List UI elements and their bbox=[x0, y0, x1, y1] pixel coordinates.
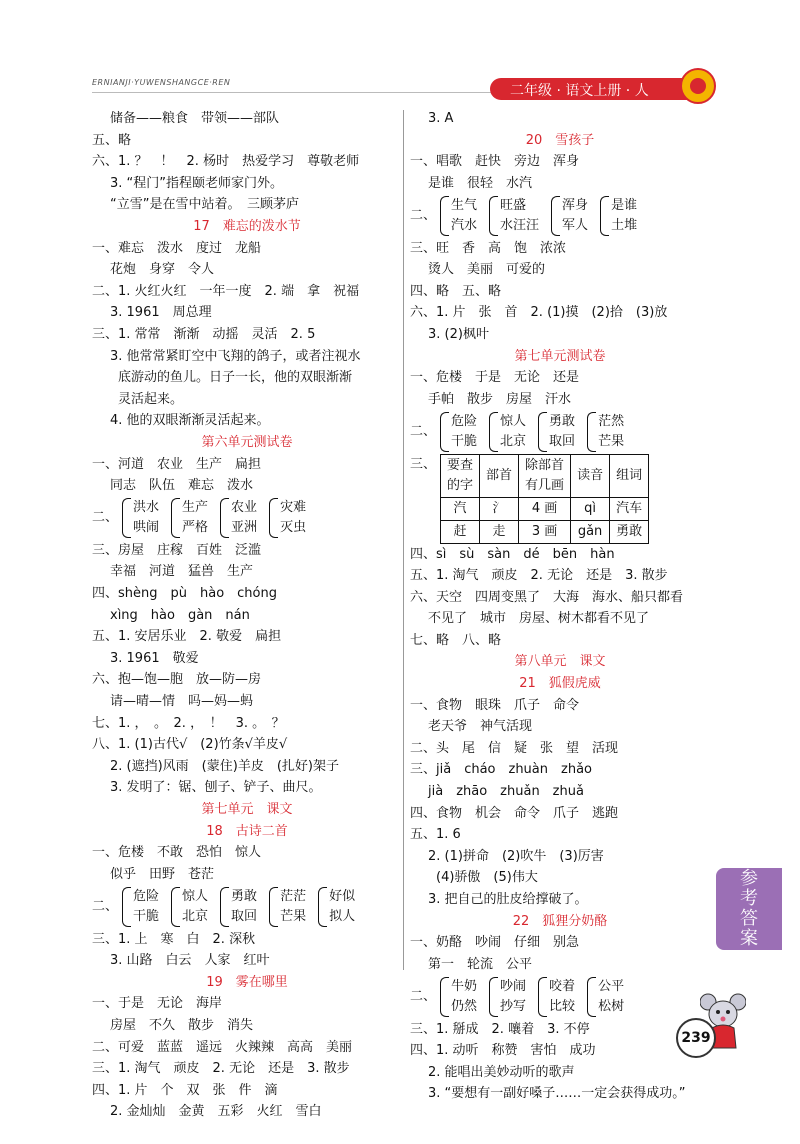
answer-line: 一、危楼 于是 无论 还是 bbox=[410, 370, 580, 386]
word: 抄写 bbox=[500, 998, 527, 1014]
word: 北京 bbox=[500, 433, 527, 449]
word-pair bbox=[133, 887, 159, 927]
side-tab-char: 参 bbox=[740, 868, 758, 889]
answer-line: “立雪”是在雪中站着。 三顾茅庐 bbox=[110, 197, 299, 213]
word-pair bbox=[562, 196, 588, 236]
brace-mark bbox=[220, 887, 229, 927]
brace-mark bbox=[587, 977, 596, 1017]
word: 吵闹 bbox=[500, 978, 527, 994]
brace-mark bbox=[220, 498, 229, 538]
table-cell: 汽车 bbox=[610, 497, 649, 520]
answer-line: 三、1. 上 寒 白 2. 深秋 bbox=[92, 931, 256, 947]
word: 土堆 bbox=[611, 217, 638, 233]
answer-line: 3. “程门”指程颐老师家门外。 bbox=[110, 175, 284, 191]
answer-line: 烫人 美丽 可爱的 bbox=[428, 262, 546, 278]
word: 洪水 bbox=[133, 500, 160, 516]
table-cell: qì bbox=[571, 497, 610, 520]
section-heading: 第六单元测试卷 bbox=[201, 434, 293, 450]
answer-group-line bbox=[92, 497, 402, 540]
section-heading: 21 狐假虎威 bbox=[519, 676, 601, 692]
table-cell: 氵 bbox=[480, 497, 519, 520]
answer-line: 3. A bbox=[428, 111, 454, 126]
table-row bbox=[441, 497, 649, 520]
answer-line: 四、shèng pù hào chóng bbox=[92, 586, 277, 602]
word: 生产 bbox=[182, 500, 209, 516]
answer-line: 是谁 很轻 水汽 bbox=[428, 175, 533, 191]
answer-line: 一、奶酪 吵闹 仔细 别急 bbox=[410, 935, 580, 951]
word-pair bbox=[549, 412, 575, 452]
answer-line: 2. (1)拼命 (2)吹牛 (3)厉害 bbox=[428, 848, 604, 864]
lookup-table bbox=[440, 454, 649, 544]
answer-line: 房屋 不久 散步 消失 bbox=[110, 1017, 254, 1033]
word: 危险 bbox=[133, 888, 160, 904]
answer-line: 三、1. 淘气 顽皮 2. 无论 还是 3. 散步 bbox=[92, 1061, 350, 1077]
answer-line: 请—晴—情 吗—妈—蚂 bbox=[110, 694, 254, 710]
brace-mark bbox=[489, 977, 498, 1017]
answer-line: 五、1. 6 bbox=[410, 827, 461, 843]
brace-mark bbox=[171, 498, 180, 538]
brace-mark bbox=[122, 887, 131, 927]
word: 干脆 bbox=[451, 433, 478, 449]
word-pair bbox=[280, 887, 306, 927]
answer-line: 幸福 河道 猛兽 生产 bbox=[110, 564, 254, 580]
page-number: 239 bbox=[676, 1018, 716, 1058]
answer-line: 五、1. 安居乐业 2. 敬爱 扁担 bbox=[92, 629, 282, 645]
answer-group-line bbox=[410, 975, 710, 1018]
word-pair bbox=[451, 412, 477, 452]
word: 取回 bbox=[231, 908, 258, 924]
section-heading: 第七单元测试卷 bbox=[514, 348, 606, 364]
word: 干脆 bbox=[133, 908, 160, 924]
word: 取回 bbox=[549, 433, 576, 449]
answer-line: 五、1. 淘气 顽皮 2. 无论 还是 3. 散步 bbox=[410, 568, 668, 584]
table-cell: 走 bbox=[480, 520, 519, 543]
word-pair bbox=[280, 498, 306, 538]
word: 仍然 bbox=[451, 998, 478, 1014]
table-header-cell bbox=[480, 454, 519, 497]
word: 是谁 bbox=[611, 197, 638, 213]
answer-line: 3. 把自己的肚皮给撑破了。 bbox=[428, 892, 588, 907]
word: 哄闹 bbox=[133, 520, 160, 536]
answer-group-line bbox=[92, 885, 402, 928]
brace-mark bbox=[440, 412, 449, 452]
answer-line: 储备——粮食 带领——部队 bbox=[110, 111, 280, 126]
brace-mark bbox=[440, 977, 449, 1017]
answer-line: (4)骄傲 (5)伟大 bbox=[436, 870, 538, 886]
answer-line: 2. 金灿灿 金黄 五彩 火红 雪白 bbox=[110, 1104, 322, 1120]
answer-line: 三、房屋 庄稼 百姓 泛滥 bbox=[92, 542, 262, 558]
word-pair bbox=[549, 977, 575, 1017]
word-pair bbox=[500, 196, 539, 236]
answer-line: 三、旺 香 高 饱 浓浓 bbox=[410, 240, 567, 256]
answer-line: 3. 山路 白云 人家 红叶 bbox=[110, 953, 270, 969]
table-cell: 勇敢 bbox=[610, 520, 649, 543]
word: 灾难 bbox=[280, 500, 307, 516]
word: 好似 bbox=[329, 888, 356, 904]
word-pair bbox=[500, 412, 526, 452]
answer-line: 花炮 身穿 令人 bbox=[110, 262, 215, 278]
brace-mark bbox=[269, 498, 278, 538]
answer-line: 2. (遮挡)风雨 (蒙住)羊皮 (扎好)架子 bbox=[110, 758, 339, 774]
word: 北京 bbox=[182, 908, 209, 924]
answer-line: 四、1. 动听 称赞 害怕 成功 bbox=[410, 1043, 596, 1059]
side-tab-char: 案 bbox=[740, 928, 758, 949]
answer-line: 3. “要想有一副好嗓子……一定会获得成功。” bbox=[428, 1086, 686, 1102]
answer-line: 六、1. ？ ！ 2. 杨时 热爱学习 尊敬老师 bbox=[92, 154, 360, 170]
word-pair bbox=[329, 887, 355, 927]
word: 旺盛 bbox=[500, 197, 527, 213]
answer-line: 同志 队伍 难忘 泼水 bbox=[110, 478, 254, 494]
word: 茫茫 bbox=[280, 888, 307, 904]
word: 公平 bbox=[598, 978, 625, 994]
brace-mark bbox=[489, 412, 498, 452]
table-cell: 4 画 bbox=[519, 497, 571, 520]
logo-icon bbox=[680, 68, 716, 104]
word: 农业 bbox=[231, 500, 258, 516]
word: 勇敢 bbox=[231, 888, 258, 904]
brace-mark bbox=[600, 196, 609, 236]
answer-line: 一、食物 眼珠 爪子 命令 bbox=[410, 697, 580, 713]
answer-line: 3. 发明了：锯、刨子、铲子、曲尺。 bbox=[110, 780, 322, 796]
word: 芒果 bbox=[280, 908, 307, 924]
answer-line: 手帕 散步 房屋 汗水 bbox=[428, 391, 572, 407]
answer-line: 2. 能唱出美妙动听的歌声 bbox=[428, 1064, 575, 1080]
word: 汽水 bbox=[451, 217, 478, 233]
header-text: 除部首 bbox=[525, 457, 565, 473]
word-pair bbox=[500, 977, 526, 1017]
answer-group-line bbox=[410, 410, 710, 453]
section-heading: 17 难忘的泼水节 bbox=[193, 218, 301, 234]
answer-line: 四、略 五、略 bbox=[410, 283, 502, 299]
brace-mark bbox=[538, 977, 547, 1017]
answer-number: 二、 bbox=[92, 510, 119, 526]
answer-table-block bbox=[410, 454, 710, 544]
section-heading: 第八单元 课文 bbox=[514, 654, 606, 670]
brace-mark bbox=[440, 196, 449, 236]
word-pair bbox=[231, 498, 257, 538]
word: 拟人 bbox=[329, 908, 356, 924]
answer-column-left bbox=[92, 108, 402, 1123]
answer-line: jià zhāo zhuǎn zhuǎ bbox=[428, 784, 584, 800]
section-heading: 第七单元 课文 bbox=[201, 802, 293, 817]
table-cell: 汽 bbox=[441, 497, 480, 520]
word: 比较 bbox=[549, 998, 576, 1014]
answer-line: 六、天空 四周变黑了 大海 海水、船只都看 bbox=[410, 589, 684, 605]
word: 军人 bbox=[562, 217, 589, 233]
side-tab-char: 考 bbox=[740, 888, 758, 909]
header-title: 二年级 · 语文上册 · 人 bbox=[510, 83, 649, 99]
word-pair bbox=[182, 887, 208, 927]
answer-group-line bbox=[410, 194, 710, 237]
answer-line: 3. (2)枫叶 bbox=[428, 326, 489, 342]
header-text: 部首 bbox=[486, 467, 513, 483]
table-header-cell bbox=[571, 454, 610, 497]
word: 生气 bbox=[451, 197, 478, 213]
answer-line: 七、1. ， 。 2. ， ！ 3. 。 ？ bbox=[92, 715, 285, 731]
word: 灭虫 bbox=[280, 520, 307, 536]
answer-line: 3. 1961 周总理 bbox=[110, 305, 212, 321]
section-heading: 18 古诗二首 bbox=[206, 823, 288, 839]
answer-line: 第一 轮流 公平 bbox=[428, 956, 533, 972]
word: 水汪汪 bbox=[500, 217, 540, 233]
word-pair bbox=[231, 887, 257, 927]
word-pair bbox=[611, 196, 637, 236]
answer-line: 3. 1961 敬爱 bbox=[110, 650, 199, 666]
answer-line: 七、略 八、略 bbox=[410, 632, 502, 648]
answer-number: 二、 bbox=[410, 424, 437, 440]
answer-line: 似乎 田野 苍茫 bbox=[110, 866, 215, 882]
answer-number: 二、 bbox=[92, 899, 119, 915]
answer-number: 三、 bbox=[410, 456, 437, 472]
answer-line: 三、jiǎ cháo zhuàn zhǎo bbox=[410, 762, 592, 778]
table-cell: 3 画 bbox=[519, 520, 571, 543]
brace-mark bbox=[122, 498, 131, 538]
section-heading: 19 雾在哪里 bbox=[206, 974, 288, 990]
word: 亚洲 bbox=[231, 520, 258, 536]
header-text: 组词 bbox=[616, 467, 643, 483]
brace-mark bbox=[489, 196, 498, 236]
word: 牛奶 bbox=[451, 978, 478, 994]
answer-line: 三、1. 常常 渐渐 动摇 灵活 2. 5 bbox=[92, 326, 316, 342]
answer-line: 五、略 bbox=[92, 132, 132, 148]
answer-line: 一、难忘 泼水 度过 龙船 bbox=[92, 240, 262, 256]
answer-line: 三、1. 掰成 2. 嚷着 3. 不停 bbox=[410, 1021, 590, 1037]
answer-number: 二、 bbox=[410, 989, 437, 1005]
answer-line: 4. 他的双眼渐渐灵活起来。 bbox=[110, 413, 270, 429]
table-cell: 赶 bbox=[441, 520, 480, 543]
answer-line: 老天爷 神气活现 bbox=[428, 719, 533, 735]
brace-mark bbox=[318, 887, 327, 927]
word: 惊人 bbox=[182, 888, 209, 904]
answer-line: 底游动的鱼儿。日子一长，他的双眼渐渐 bbox=[118, 370, 353, 386]
answer-line: 四、1. 片 个 双 张 件 滴 bbox=[92, 1082, 278, 1098]
word: 松树 bbox=[598, 998, 625, 1014]
answer-line: 八、1. (1)古代√ (2)竹条√羊皮√ bbox=[92, 737, 288, 753]
answer-line: 二、可爱 蓝蓝 遥远 火辣辣 高高 美丽 bbox=[92, 1039, 353, 1055]
answer-line: 一、河道 农业 生产 扁担 bbox=[92, 456, 262, 472]
answer-line: 一、唱歌 赶快 旁边 浑身 bbox=[410, 154, 580, 170]
answer-number: 二、 bbox=[410, 208, 437, 224]
table-row bbox=[441, 520, 649, 543]
answer-line: 灵活起来。 bbox=[118, 391, 184, 407]
brace-mark bbox=[587, 412, 596, 452]
word: 惊人 bbox=[500, 413, 527, 429]
word-pair bbox=[133, 498, 159, 538]
word: 咬着 bbox=[549, 978, 576, 994]
answer-line: 四、食物 机会 命令 爪子 逃跑 bbox=[410, 805, 619, 821]
brace-mark bbox=[269, 887, 278, 927]
word-pair bbox=[598, 977, 624, 1017]
table-header-cell bbox=[610, 454, 649, 497]
word: 勇敢 bbox=[549, 413, 576, 429]
answer-line: 一、于是 无论 海岸 bbox=[92, 996, 223, 1012]
brace-mark bbox=[538, 412, 547, 452]
header-text: 有几画 bbox=[525, 477, 565, 493]
word: 严格 bbox=[182, 520, 209, 536]
section-heading: 22 狐狸分奶酪 bbox=[512, 913, 608, 929]
column-divider bbox=[403, 110, 404, 970]
side-tab bbox=[716, 868, 782, 950]
table-header-cell bbox=[441, 454, 480, 497]
answer-line: xìng hào gàn nán bbox=[110, 607, 250, 623]
answer-column-right bbox=[410, 108, 710, 1105]
header-left-text: ERNIANJI·YUWENSHANGCE·REN bbox=[92, 78, 231, 87]
word-pair bbox=[451, 977, 477, 1017]
table-header-cell bbox=[519, 454, 571, 497]
brace-mark bbox=[171, 887, 180, 927]
word: 浑身 bbox=[562, 197, 589, 213]
word: 芒果 bbox=[598, 433, 625, 449]
word-pair bbox=[451, 196, 477, 236]
answer-line: 不见了 城市 房屋、树木都看不见了 bbox=[428, 611, 650, 627]
header-text: 的字 bbox=[447, 477, 474, 493]
word-pair bbox=[598, 412, 624, 452]
brace-mark bbox=[551, 196, 560, 236]
word-pair bbox=[182, 498, 208, 538]
word: 危险 bbox=[451, 413, 478, 429]
answer-line: 二、头 尾 信 疑 张 望 活现 bbox=[410, 740, 619, 756]
table-cell: gǎn bbox=[571, 520, 610, 543]
answer-line: 六、抱—饱—胞 放—防—房 bbox=[92, 672, 262, 688]
header-text: 读音 bbox=[577, 467, 604, 483]
word: 茫然 bbox=[598, 413, 625, 429]
section-heading: 20 雪孩子 bbox=[525, 132, 595, 148]
answer-line: 3. 他常常紧盯空中飞翔的鸽子，或者注视水 bbox=[110, 348, 361, 364]
side-tab-char: 答 bbox=[740, 908, 758, 929]
answer-line: 六、1. 片 张 首 2. (1)摸 (2)拾 (3)放 bbox=[410, 305, 668, 321]
answer-line: 二、1. 火红火红 一年一度 2. 端 拿 祝福 bbox=[92, 283, 360, 299]
header-text: 要查 bbox=[447, 457, 474, 473]
answer-line: 一、危楼 不敢 恐怕 惊人 bbox=[92, 845, 262, 861]
answer-line: 四、sì sù sàn dé bēn hàn bbox=[410, 546, 615, 562]
